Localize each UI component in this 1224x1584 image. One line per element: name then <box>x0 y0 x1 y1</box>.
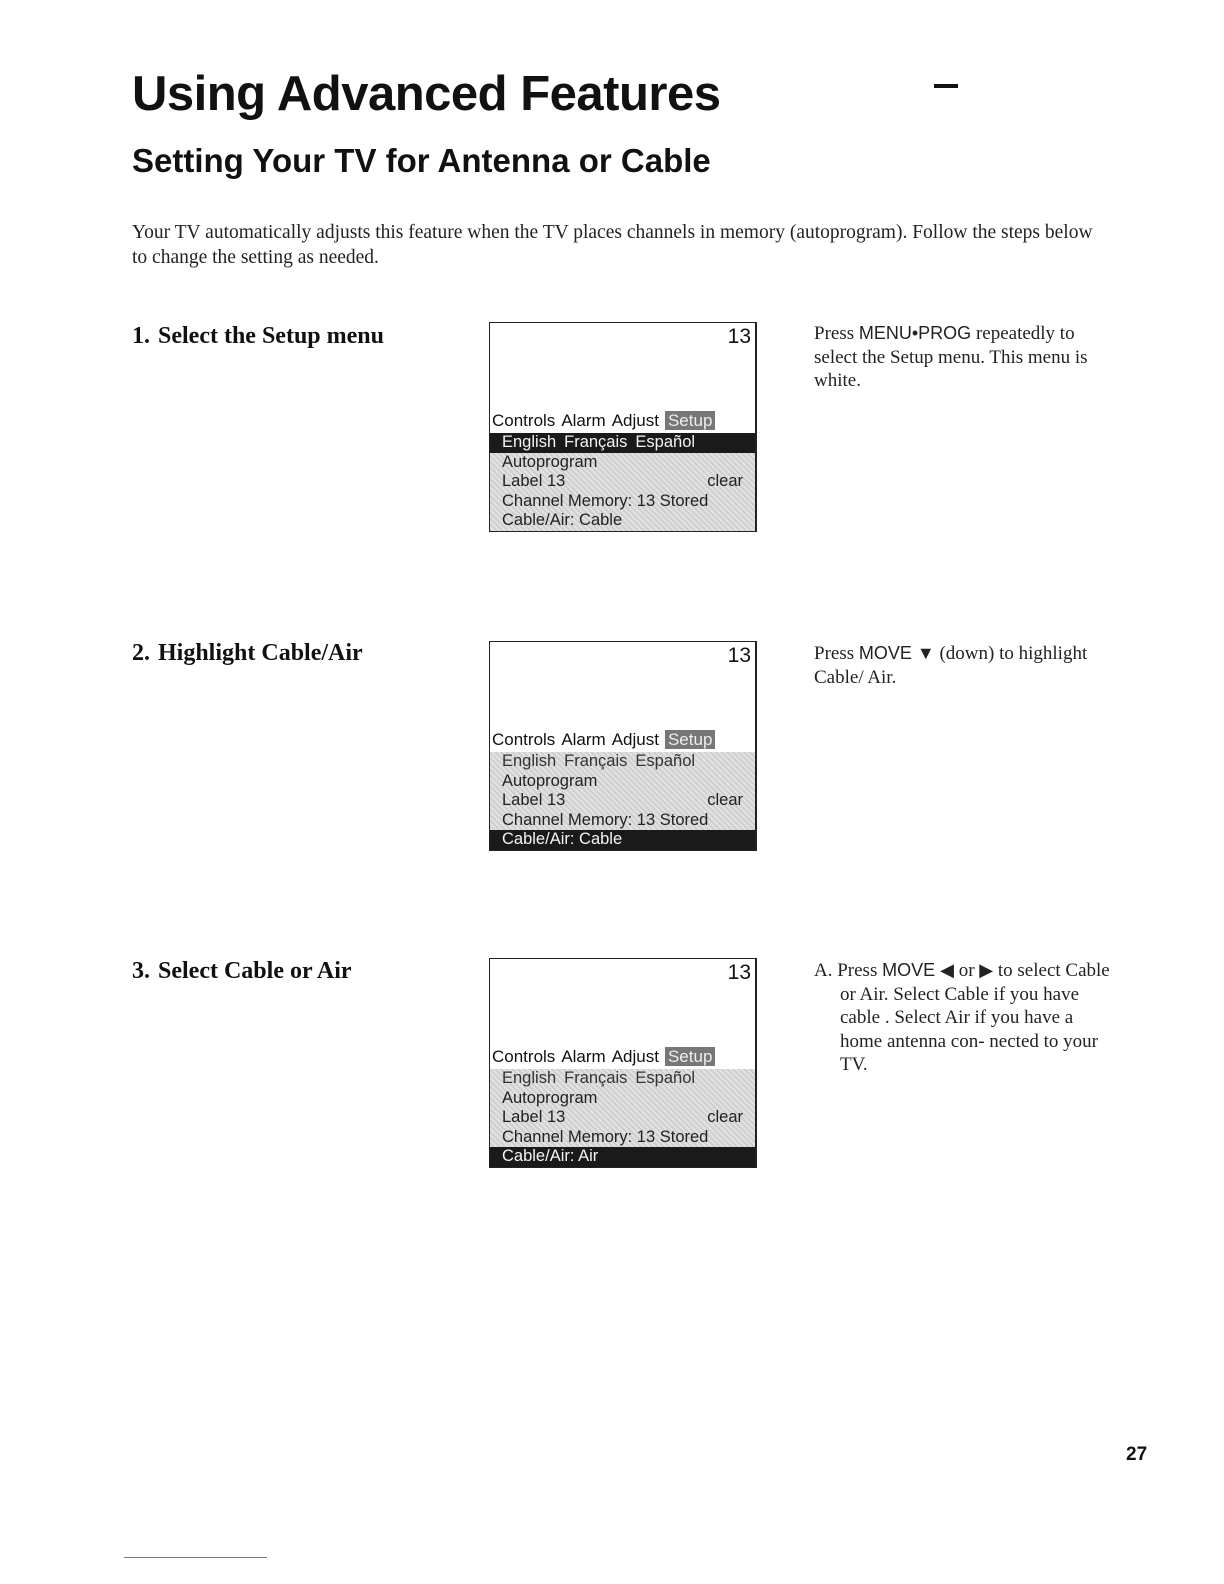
tab-controls[interactable]: Controls <box>492 411 556 430</box>
step-number: 1. <box>132 323 150 349</box>
language-english[interactable]: English <box>502 752 557 770</box>
tab-adjust[interactable]: Adjust <box>611 730 659 749</box>
label-row[interactable] <box>490 472 755 492</box>
desc-text: or <box>953 960 980 981</box>
tv-screen-step-2 <box>489 641 757 851</box>
label-text: Label 13 <box>502 1108 566 1127</box>
move-down-key: MOVE ▼ <box>858 643 935 663</box>
language-francais[interactable]: Français <box>564 752 628 770</box>
label-text: Label 13 <box>502 472 566 491</box>
language-francais[interactable]: Français <box>564 1069 628 1087</box>
autoprogram-row[interactable]: Autoprogram <box>502 452 598 471</box>
label-clear[interactable]: clear <box>707 472 743 491</box>
desc-text: Press <box>814 643 859 664</box>
step-3-description <box>814 959 1116 1077</box>
label-row[interactable] <box>490 791 755 811</box>
tab-controls[interactable]: Controls <box>492 730 556 749</box>
cable-air-row[interactable]: Cable/Air: Cable <box>490 830 755 850</box>
step-3-title <box>132 958 352 985</box>
step-number: 3. <box>132 958 150 984</box>
tv-screen-step-1 <box>489 322 757 532</box>
desc-text: A. Press <box>814 960 883 981</box>
label-clear[interactable]: clear <box>707 1108 743 1127</box>
tab-setup[interactable]: Setup <box>665 730 715 749</box>
tab-setup[interactable]: Setup <box>665 411 715 430</box>
channel-memory-row[interactable]: Channel Memory: 13 Stored <box>502 491 709 510</box>
page-number: 27 <box>1126 1444 1148 1465</box>
move-right-key: ▶ <box>979 960 994 980</box>
language-espanol[interactable]: Español <box>635 752 696 770</box>
step-label: Select the Setup menu <box>158 323 384 349</box>
step-label: Highlight Cable/Air <box>158 640 363 666</box>
step-number: 2. <box>132 640 150 666</box>
desc-text: Press <box>814 323 859 344</box>
language-francais[interactable]: Français <box>564 433 628 451</box>
desc-text: to select Cable or Air. Select Cable if you have cable . Select Air if you have a home antenna con- nected to your TV. <box>840 960 1110 1075</box>
channel-number: 13 <box>727 961 751 984</box>
channel-memory-row[interactable]: Channel Memory: 13 Stored <box>502 1127 709 1146</box>
autoprogram-row[interactable]: Autoprogram <box>502 771 598 790</box>
label-row[interactable] <box>490 1108 755 1128</box>
tab-alarm[interactable]: Alarm <box>561 730 606 749</box>
autoprogram-row[interactable]: Autoprogram <box>502 1088 598 1107</box>
tab-adjust[interactable]: Adjust <box>611 411 659 430</box>
tv-screen-step-3 <box>489 958 757 1168</box>
menu-tabs <box>492 730 715 750</box>
language-row[interactable] <box>490 433 755 453</box>
intro-paragraph: Your TV automatically adjusts this feature when the TV places channels in memory (autoprogram). Follow the steps below to change the setting as needed. <box>132 222 1093 268</box>
label-clear[interactable]: clear <box>707 791 743 810</box>
label-text: Label 13 <box>502 791 566 810</box>
menu-tabs <box>492 411 715 431</box>
desc-text: repeatedly to select the Setup menu. This menu is white. <box>814 323 1088 391</box>
setup-menu <box>490 433 755 531</box>
cable-air-row[interactable]: Cable/Air: Air <box>490 1147 755 1167</box>
step-1-description <box>814 322 1114 393</box>
language-row[interactable] <box>490 1069 755 1089</box>
channel-number: 13 <box>727 644 751 667</box>
corner-mark <box>934 84 958 88</box>
step-2-title <box>132 640 363 667</box>
language-row[interactable] <box>490 752 755 772</box>
language-espanol[interactable]: Español <box>635 1069 696 1087</box>
move-left-key: MOVE ◀ <box>882 960 954 980</box>
language-espanol[interactable]: Español <box>635 433 696 451</box>
step-1-title <box>132 323 384 350</box>
tab-adjust[interactable]: Adjust <box>611 1047 659 1066</box>
cable-air-row[interactable]: Cable/Air: Cable <box>502 511 623 530</box>
desc-text: (down) to highlight Cable/ Air. <box>814 643 1088 688</box>
language-english[interactable]: English <box>502 433 557 451</box>
channel-memory-row[interactable]: Channel Memory: 13 Stored <box>502 810 709 829</box>
section-title: Setting Your TV for Antenna or Cable <box>132 142 711 179</box>
menu-prog-key: MENU•PROG <box>858 323 972 343</box>
step-label: Select Cable or Air <box>158 958 352 984</box>
setup-menu <box>490 752 755 850</box>
menu-tabs <box>492 1047 715 1067</box>
tab-controls[interactable]: Controls <box>492 1047 556 1066</box>
step-2-description <box>814 642 1114 689</box>
tab-alarm[interactable]: Alarm <box>561 411 606 430</box>
setup-menu <box>490 1069 755 1167</box>
tab-setup[interactable]: Setup <box>665 1047 715 1066</box>
language-english[interactable]: English <box>502 1069 557 1087</box>
footer-rule <box>124 1557 267 1558</box>
page-title: Using Advanced Features <box>132 67 721 121</box>
channel-number: 13 <box>727 325 751 348</box>
tab-alarm[interactable]: Alarm <box>561 1047 606 1066</box>
